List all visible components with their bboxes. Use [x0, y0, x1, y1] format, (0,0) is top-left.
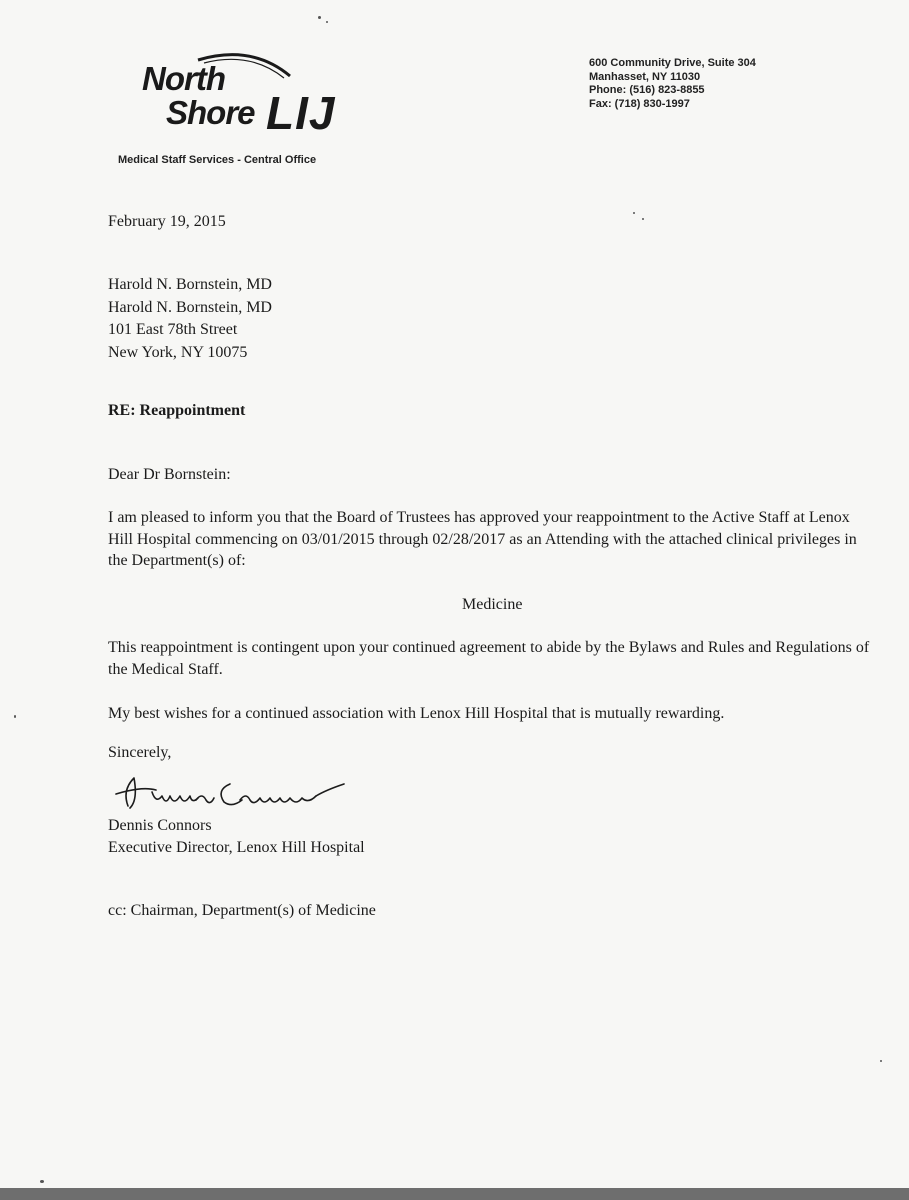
recipient-line: New York, NY 10075	[108, 343, 248, 361]
scan-speck	[14, 715, 16, 718]
letterhead-address	[589, 57, 756, 111]
logo-mark-lij: LIJ	[266, 87, 336, 139]
letter-date: February 19, 2015	[108, 213, 226, 230]
salutation: Dear Dr Bornstein:	[108, 466, 231, 483]
body-paragraph-2: This reappointment is contingent upon your continued agreement to abide by the Bylaws and Rules and Regulations of the Medical Staff.	[108, 639, 870, 678]
handwritten-signature	[112, 770, 362, 816]
scan-speck	[642, 218, 644, 220]
subject-line: RE: Reappointment	[108, 402, 246, 419]
logo-word-shore: Shore	[166, 94, 255, 131]
scan-bottom-edge	[0, 1188, 909, 1200]
recipient-line: 101 East 78th Street	[108, 321, 238, 338]
logo-word-north: North	[142, 60, 225, 97]
body-paragraph-3: My best wishes for a continued association with Lenox Hill Hospital that is mutually rewarding.	[108, 705, 725, 722]
office-name: Medical Staff Services - Central Office	[118, 154, 317, 166]
department-name: Medicine	[462, 596, 523, 613]
phone-line: Phone: (516) 823-8855	[589, 84, 705, 96]
body-paragraph-1: I am pleased to inform you that the Board of Trustees has approved your reappointment to the Active Staff at Lenox Hill Hospital commencing on 03/01/2015 through 02/28/2017 as an Attending with the attached clinical privileges in the Department(s) of:	[108, 509, 857, 569]
scan-speck	[633, 212, 635, 214]
signer-name: Dennis Connors	[108, 817, 212, 834]
address-line: Manhasset, NY 11030	[589, 70, 701, 83]
fax-line: Fax: (718) 830-1997	[589, 97, 690, 110]
recipient-line: Harold N. Bornstein, MD	[108, 298, 272, 316]
scan-speck	[40, 1180, 44, 1183]
scan-speck	[880, 1060, 882, 1062]
scan-speck	[318, 16, 321, 19]
address-line: 600 Community Drive, Suite 304	[589, 57, 756, 69]
closing: Sincerely,	[108, 744, 172, 761]
recipient-line: Harold N. Bornstein, MD	[108, 276, 272, 293]
signer-block	[108, 815, 365, 859]
cc-line: cc: Chairman, Department(s) of Medicine	[108, 902, 376, 919]
signer-title: Executive Director, Lenox Hill Hospital	[108, 839, 365, 856]
recipient-address	[108, 274, 272, 364]
scan-speck	[326, 21, 328, 23]
north-shore-lij-logo	[140, 50, 340, 150]
